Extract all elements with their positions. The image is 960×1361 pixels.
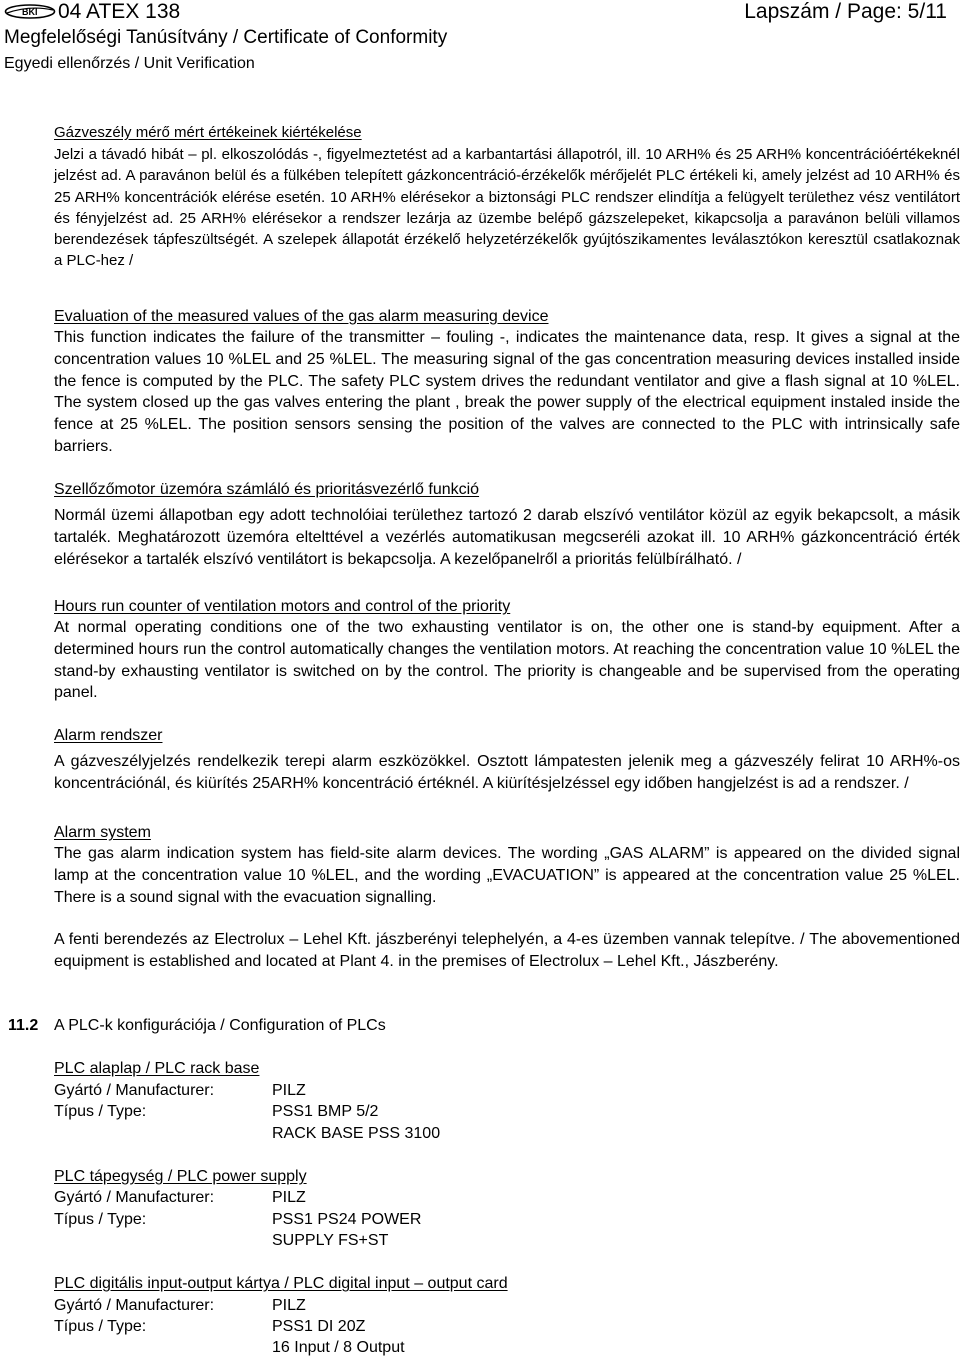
type-label: Típus / Type: <box>54 1103 147 1120</box>
bki-logo-icon <box>4 4 56 19</box>
svg-text:BKI: BKI <box>22 7 38 17</box>
section-title: A PLC-k konfigurációja / Configuration of PLCs <box>54 1017 386 1034</box>
plc-digital-io-heading: PLC digitális input-output kártya / PLC digital input – output card <box>54 1275 508 1292</box>
manufacturer-value: PILZ <box>272 1297 306 1314</box>
alarm-text-hu: A gázveszélyjelzés rendelkezik terepi alarm eszközökkel. Osztott lámpatesten jelenik meg a gázveszély felirat 10 ARH%-os koncentrációnál, és kiürítés 25ARH% koncentráció értéknél. A kiürítésjelzéssel egy időben hangjelzést is ad a rendszer. / <box>54 753 960 792</box>
manufacturer-label: Gyártó / Manufacturer: <box>54 1297 215 1314</box>
certificate-title: Megfelelőségi Tanúsítvány / Certificate of Conformity <box>4 27 448 48</box>
hours-run-text-en: At normal operating conditions one of the two exhausting ventilator is on, the other one is stand-by equipment. After a determined hours run the control automatically changes the ventilation motors. At reaching the concentration value 10 %LEL the stand-by exhausting ventilator is switched on by the control. The priority is changeable and be supervised from the operating panel. <box>54 619 960 702</box>
plc-power-supply-heading: PLC tápegység / PLC power supply <box>54 1168 307 1185</box>
type-label: Típus / Type: <box>54 1318 147 1335</box>
type-value-line2: 16 Input / 8 Output <box>272 1339 405 1356</box>
type-value-line2: RACK BASE PSS 3100 <box>272 1125 441 1142</box>
gas-eval-text-hu: Jelzi a távadó hibát – pl. elkoszolódás -, figyelmeztetést ad a karbantartási állapotról, ill. 10 ARH% és 25 ARH% koncentrációértékeknél jelzést ad. A paravánon belül és a fülkében telepített gázkoncentráció-érzékelők mérőjelét PLC értékeli ki, amely jelzést ad 10 ARH% és 25 ARH% koncentrációk elérése esetén. 10 ARH% elérésekor a biztonsági PLC rendszer elindítja a felügyelt területhez vész ventilátort és fényjelzést ad. 25 ARH% elérésekor a rendszer lezárja az üzembe belépő gázszelepeket, kikapcsolja a paravánon belüli villamos berendezések tápfeszültségét. A szelepek állapotát érzékelő helyzetérzékelők gyújtószikamentes leválasztókon keresztül csatlakoznak a PLC-hez / <box>54 146 960 270</box>
alarm-text-en: The gas alarm indication system has field-site alarm devices. The wording „GAS ALARM” is appeared on the divided signal lamp at the concentration value 10 %LEL, and the wording „EVACUATION” is appeared at the concentration value 25 %LEL. There is a sound signal with the evacuation signalling. <box>54 845 960 906</box>
manufacturer-label: Gyártó / Manufacturer: <box>54 1082 215 1099</box>
type-value-line2: SUPPLY FS+ST <box>272 1232 389 1249</box>
manufacturer-value: PILZ <box>272 1189 306 1206</box>
page-number: Lapszám / Page: 5/11 <box>744 0 947 23</box>
gas-eval-text-en: This function indicates the failure of the transmitter – fouling -, indicates the maintenance data, resp. It gives a signal at the concentration values 10 %LEL and 25 %LEL. The measuring signal of the gas concentration measuring devices installed inside the fence is computed by the PLC. The safety PLC system drives the redundant ventilator and give a flash signal at 10 %LEL. The system closed up the gas valves entering the plant , break the power supply of the electrical equipment instaled inside the fence at 25 %LEL. The position sensors sensing the position of the valves are connected to the PLC with intrinsically safe barriers. <box>54 329 960 455</box>
manufacturer-value: PILZ <box>272 1082 306 1099</box>
section-number: 11.2 <box>8 1017 39 1034</box>
type-value: PSS1 DI 20Z <box>272 1318 366 1335</box>
gas-eval-heading-hu: Gázveszély mérő mért értékeinek kiértékelése <box>54 124 362 141</box>
hours-run-heading-en: Hours run counter of ventilation motors and control of the priority <box>54 598 511 615</box>
type-label: Típus / Type: <box>54 1211 147 1228</box>
unit-verification-label: Egyedi ellenőrzés / Unit Verification <box>4 55 255 72</box>
hours-run-heading-hu: Szellőzőmotor üzemóra számláló és prioritásvezérlő funkció <box>54 481 480 498</box>
alarm-heading-en: Alarm system <box>54 824 151 841</box>
location-text: A fenti berendezés az Electrolux – Lehel Kft. jászberényi telephelyén, a 4-es üzemben vannak telepítve. / The abovementioned equipment is established and located at Plant 4. in the premises of Electrolux – Lehel Kft., Jászberény. <box>54 931 960 970</box>
manufacturer-label: Gyártó / Manufacturer: <box>54 1189 215 1206</box>
hours-run-text-hu: Normál üzemi állapotban egy adott technolóiai területhez tartozó 2 darab elszívó ventilátor közül az egyik bekapcsolt, a másik tartalék. Meghatározott üzemóra eltelttével a vezérlés automatikusan megcseréli azokat ill. 10 ARH% gázkoncentráció érték elérésekor a tartalék elszívó ventilátort is bekapcsolja. A kezelőpanelről a prioritás felülbírálható. / <box>54 507 960 568</box>
gas-eval-heading-en: Evaluation of the measured values of the gas alarm measuring device <box>54 308 549 325</box>
plc-rack-base-heading: PLC alaplap / PLC rack base <box>54 1060 260 1077</box>
type-value: PSS1 BMP 5/2 <box>272 1103 379 1120</box>
document-number: 04 ATEX 138 <box>58 0 181 23</box>
alarm-heading-hu: Alarm rendszer <box>54 727 163 744</box>
page-header <box>0 0 960 80</box>
type-value: PSS1 PS24 POWER <box>272 1211 422 1228</box>
